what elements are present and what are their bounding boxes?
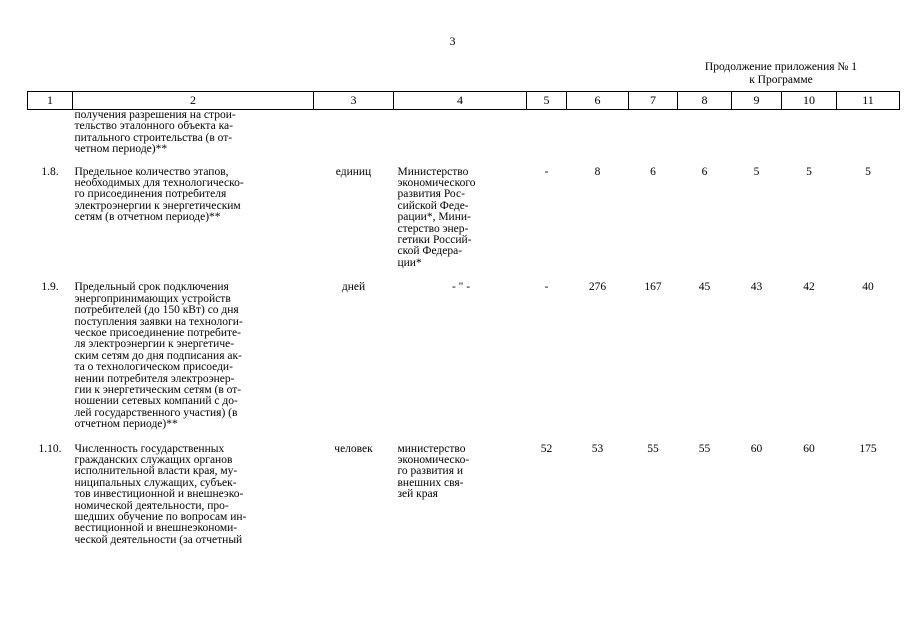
value-cell: 6: [650, 165, 656, 178]
value-cell: 167: [644, 281, 662, 294]
text-line: получения разрешения на строи-: [74, 109, 236, 121]
header-cell: 10: [782, 92, 837, 110]
text-line: Численность государственных: [74, 442, 225, 455]
text-line: ческое присоединение потребите-: [74, 326, 241, 339]
indicator-name: [73, 271, 314, 432]
text-line: ции*: [397, 256, 422, 269]
text-line: номической деятельности, про-: [74, 499, 229, 512]
text-line: ческой деятельности (за отчетный: [74, 533, 243, 546]
text-line: поступления заявки на технологи-: [74, 315, 243, 328]
text-line: Министерство: [397, 165, 469, 178]
text-line: ским сетям до дня подписания ак-: [74, 349, 242, 362]
value-cell: 6: [701, 165, 708, 178]
text-line: ниципальных служащих, субъек-: [74, 476, 237, 489]
value-cell: -: [544, 165, 549, 178]
row-number: 1.8.: [41, 165, 59, 178]
header-cell: 8: [678, 92, 732, 110]
indicator-name: [73, 110, 314, 156]
executor: [394, 156, 527, 272]
row-number: 1.10.: [38, 442, 62, 455]
row-number: [28, 110, 73, 156]
program-table: [27, 91, 900, 548]
text-line: шедших обучение по вопросам ин-: [74, 511, 247, 523]
header-cell: 3: [314, 92, 394, 110]
text-line: отчетном периоде)**: [74, 418, 178, 431]
text-line: Предельное количество этапов,: [74, 165, 229, 178]
text-line: гетики Россий-: [397, 234, 472, 247]
text-line: та о технологическом присоеди-: [74, 361, 233, 374]
text-line: ношении сетевых компаний с до-: [74, 395, 238, 408]
unit: дней: [341, 281, 366, 294]
header-cell: 6: [567, 92, 629, 110]
value-cell: 43: [750, 281, 763, 294]
executor: [394, 271, 527, 432]
continuation-line-2: к Программе: [749, 74, 813, 86]
text-line: потребителей (до 150 кВт) со дня: [74, 304, 239, 317]
unit: единиц: [335, 165, 372, 178]
value-cell: 5: [806, 165, 812, 178]
value-cell: 40: [862, 281, 874, 294]
header-row: [28, 92, 900, 110]
text-line: го присоединения потребителя: [74, 188, 227, 201]
table-row: [28, 156, 900, 272]
value-cell: -: [544, 281, 549, 294]
text-line: четном периоде)**: [74, 143, 168, 156]
value-cell: 45: [698, 281, 711, 294]
text-line: - " -: [451, 281, 471, 294]
text-line: тов инвестиционной и внешнеэко-: [74, 488, 244, 501]
text-line: Предельный срок подключения: [74, 281, 229, 294]
executor: [394, 433, 527, 549]
value-cell: 53: [591, 442, 604, 455]
continuation-note: [705, 61, 857, 87]
value-cell: 55: [698, 442, 711, 455]
value-cell: 60: [750, 442, 763, 455]
text-line: тельство эталонного объекта ка-: [74, 120, 233, 133]
text-line: лей государственного участия) (в: [74, 406, 238, 419]
text-line: стерство энер-: [397, 222, 469, 235]
text-line: развития Рос-: [397, 188, 465, 201]
text-line: энергопринимающих устройств: [74, 292, 231, 305]
text-line: исполнительной власти края, му-: [74, 465, 238, 478]
value-cell: 5: [865, 165, 871, 178]
text-line: министерство: [397, 442, 466, 455]
page-number: 3: [449, 34, 456, 48]
text-line: рации*, Мини-: [397, 211, 471, 224]
indicator-name: [73, 433, 314, 549]
text-line: экономическо-: [397, 453, 470, 466]
indicator-name: [73, 156, 314, 272]
continuation-line-1: Продолжение приложения № 1: [704, 61, 857, 73]
header-cell: 5: [527, 92, 567, 110]
table-row: [28, 271, 900, 432]
text-line: зей края: [397, 488, 438, 501]
text-line: нении потребителя электроэнер-: [74, 372, 235, 385]
text-line: необходимых для технологическо-: [74, 177, 244, 190]
text-line: электроэнергии к энергетическим: [74, 199, 241, 212]
header-cell: 1: [28, 92, 73, 110]
text-line: го развития и: [397, 465, 464, 478]
header-cell: 4: [394, 92, 527, 110]
value-cell: 42: [803, 281, 815, 294]
text-line: ской Федера-: [397, 245, 463, 258]
value-cell: 8: [594, 165, 601, 178]
text-line: гражданских служащих органов: [74, 453, 233, 466]
text-line: ля электроэнергии к энергетиче-: [74, 338, 235, 351]
header-cell: 11: [837, 92, 900, 110]
table-row: [28, 433, 900, 549]
value-cell: 55: [647, 442, 659, 455]
value-cell: 175: [859, 442, 877, 455]
row-number: 1.9.: [41, 281, 59, 294]
header-cell: 7: [629, 92, 678, 110]
text-line: вестиционной и внешнеэкономи-: [74, 522, 238, 535]
value-cell: 5: [753, 165, 760, 178]
table-header: [28, 92, 900, 110]
value-cell: 60: [803, 442, 815, 455]
text-line: питального строительства (в от-: [74, 131, 233, 144]
text-line: сийской Феде-: [397, 199, 469, 212]
text-line: внешних свя-: [397, 476, 464, 489]
table-row-continued: [28, 110, 900, 156]
value-cell: 276: [588, 281, 607, 294]
header-cell: 9: [732, 92, 782, 110]
text-line: экономического: [397, 177, 476, 190]
text-line: гии к энергетическим сетям (в от-: [74, 383, 242, 396]
text-line: сетям (в отчетном периоде)**: [74, 211, 221, 224]
unit: человек: [334, 442, 373, 455]
header-cell: 2: [73, 92, 314, 110]
value-cell: 52: [540, 442, 553, 455]
